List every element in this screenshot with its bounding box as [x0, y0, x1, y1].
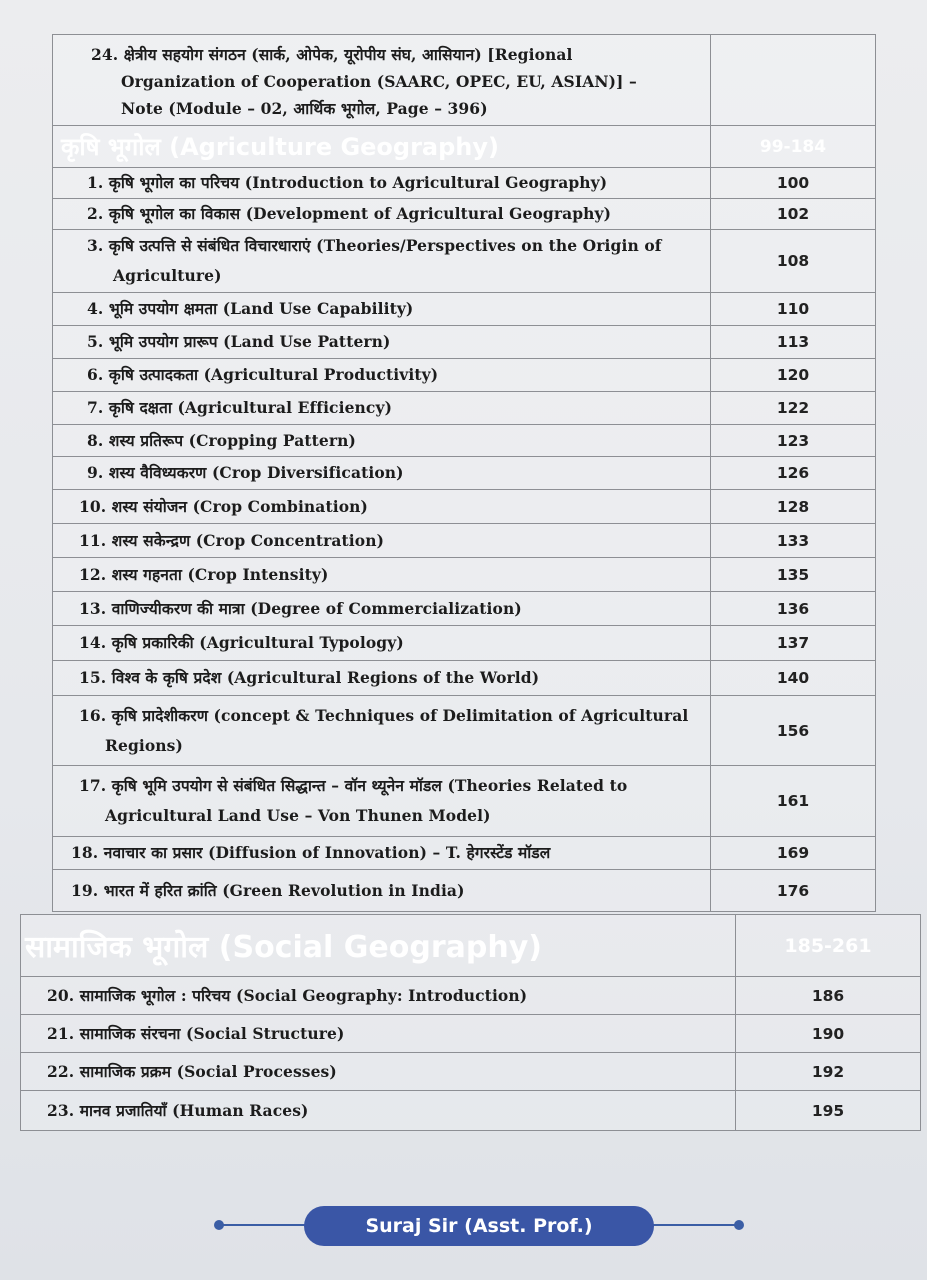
toc-row — [53, 626, 876, 661]
toc-topic-line — [71, 838, 710, 868]
toc-item-title: सामाजिक भूगोल : परिचय (Social Geography: Introduction) — [79, 985, 528, 1005]
footer-line-right — [648, 1224, 738, 1226]
toc-row — [53, 870, 876, 912]
section-page-range: 99-184 — [711, 126, 876, 168]
toc-row — [53, 766, 876, 837]
toc-topic-line — [87, 168, 710, 198]
toc-topic — [53, 490, 711, 524]
toc-row — [53, 230, 876, 293]
toc-page-number: 122 — [711, 392, 876, 425]
toc-topic — [53, 457, 711, 490]
toc-topic — [53, 230, 711, 293]
toc-page-number: 190 — [736, 1015, 921, 1053]
toc-page-number: 126 — [711, 457, 876, 490]
toc-item-number: 8. — [87, 430, 104, 450]
toc-item-number: 6. — [87, 365, 104, 384]
toc-item-title: कृषि भूगोल का परिचय (Introduction to Agricultural Geography) — [108, 173, 608, 192]
toc-topic-line — [79, 663, 710, 693]
toc-item-title-continued: Regions) — [105, 735, 183, 755]
toc-row — [53, 592, 876, 626]
toc-topic-line — [87, 360, 710, 390]
toc-topic — [53, 870, 711, 912]
toc-item-number: 9. — [87, 463, 104, 482]
toc-page-number: 195 — [736, 1091, 921, 1131]
toc-topic-line — [87, 294, 710, 324]
toc-topic — [21, 1015, 736, 1053]
toc-row — [53, 524, 876, 558]
toc-topic — [53, 326, 711, 359]
toc-page-number: 192 — [736, 1053, 921, 1091]
toc-item-number: 18. — [71, 843, 99, 862]
section-title: सामाजिक भूगोल (Social Geography) — [21, 915, 736, 977]
toc-topic — [53, 199, 711, 230]
toc-item-title: भूमि उपयोग प्रारूप (Land Use Pattern) — [108, 332, 391, 351]
toc-topic-line — [47, 981, 735, 1011]
toc-item-number: 16. — [79, 705, 107, 725]
toc-page-number: 136 — [711, 592, 876, 626]
toc-topic — [53, 626, 711, 661]
toc-item-title-continued: Agricultural Land Use – Von Thunen Model) — [105, 806, 491, 825]
toc-page-number: 102 — [711, 199, 876, 230]
toc-page-number: 108 — [711, 230, 876, 293]
toc-topic-line — [79, 594, 710, 624]
toc-item-title: विश्व के कृषि प्रदेश (Agricultural Regions of the World) — [111, 668, 540, 687]
toc-page-number: 113 — [711, 326, 876, 359]
toc-item-title: कृषि प्रकारिकी (Agricultural Typology) — [111, 633, 404, 652]
toc-item-number: 3. — [87, 236, 104, 255]
toc-page-number: 156 — [711, 696, 876, 766]
toc-item-number: 17. — [79, 776, 107, 795]
toc-page-number: 128 — [711, 490, 876, 524]
toc-topic-line — [87, 231, 710, 261]
toc-topic — [53, 696, 711, 766]
toc-topic-line — [79, 771, 710, 801]
toc-item-number: 11. — [79, 530, 107, 550]
toc-topic-line — [71, 876, 710, 906]
toc-item-title: भूमि उपयोग क्षमता (Land Use Capability) — [108, 299, 414, 318]
toc-topic-line — [79, 628, 710, 658]
toc-page-number: 123 — [711, 425, 876, 457]
toc-page-number: 137 — [711, 626, 876, 661]
toc-item-title: सामाजिक प्रक्रम (Social Processes) — [79, 1061, 337, 1081]
toc-item-number: 12. — [79, 564, 107, 584]
toc-item-title: शस्य गहनता (Crop Intensity) — [111, 564, 329, 584]
toc-topic — [53, 168, 711, 199]
toc-item-number: 13. — [79, 598, 107, 618]
toc-topic — [53, 425, 711, 457]
toc-topic-24: 24. क्षेत्रीय सहयोग संगठन (सार्क, ओपेक, यूरोपीय संघ, आसियान) [Regional Organization of Cooperation (SAARC, OPEC, EU, ASIAN)] – Note (Module – 02, आर्थिक भूगोल, Page – 396) — [53, 35, 711, 126]
toc-row — [53, 199, 876, 230]
toc-item-title: सामाजिक संरचना (Social Structure) — [79, 1023, 345, 1043]
toc-row — [53, 558, 876, 592]
toc-item-title: कृषि दक्षता (Agricultural Efficiency) — [108, 398, 392, 417]
author-footer — [214, 1206, 744, 1246]
toc-row — [53, 837, 876, 870]
toc-row — [53, 457, 876, 490]
toc-page-number: 140 — [711, 661, 876, 696]
footer-dot-right — [734, 1220, 744, 1230]
toc-row — [53, 661, 876, 696]
toc-topic-line — [87, 426, 710, 456]
toc-item-title: भारत में हरित क्रांति (Green Revolution in India) — [103, 880, 465, 900]
toc-table-agriculture — [52, 34, 876, 912]
toc-row — [21, 1015, 921, 1053]
toc-topic-line — [79, 526, 710, 556]
toc-row-24 — [53, 35, 876, 126]
toc-page-number: 133 — [711, 524, 876, 558]
toc-topic-line — [79, 701, 710, 731]
toc-topic — [21, 1091, 736, 1131]
toc-item-title-continued: Agriculture) — [113, 266, 222, 285]
section-title: कृषि भूगोल (Agriculture Geography) — [53, 126, 711, 168]
toc-topic-line — [47, 1096, 735, 1126]
toc-topic — [53, 558, 711, 592]
toc-topic — [53, 524, 711, 558]
toc-topic — [21, 1053, 736, 1091]
toc-row — [53, 490, 876, 524]
toc-item-title: शस्य संयोजन (Crop Combination) — [111, 496, 368, 516]
toc-topic-line — [79, 492, 710, 522]
toc-item-title: कृषि प्रादेशीकरण (concept & Techniques of Delimitation of Agricultural — [111, 705, 689, 725]
footer-line-left — [220, 1224, 310, 1226]
toc-topic — [53, 837, 711, 870]
toc-row — [21, 1053, 921, 1091]
toc-topic-line — [47, 1019, 735, 1049]
toc-item-number: 7. — [87, 398, 104, 417]
toc-page-number: 186 — [736, 977, 921, 1015]
section-header-social — [21, 915, 921, 977]
toc-row — [53, 168, 876, 199]
toc-item-title: मानव प्रजातियाँ (Human Races) — [79, 1100, 309, 1120]
toc-item-number: 14. — [79, 633, 107, 652]
toc-row — [53, 326, 876, 359]
toc-topic-line — [87, 327, 710, 357]
toc-topic — [53, 359, 711, 392]
toc-item-title: कृषि भूगोल का विकास (Development of Agricultural Geography) — [108, 204, 612, 223]
toc-page-number: 169 — [711, 837, 876, 870]
toc-page-number: 176 — [711, 870, 876, 912]
toc-row — [21, 977, 921, 1015]
toc-table-social — [20, 914, 921, 1131]
toc-item-title: शस्य वैविध्यकरण (Crop Diversification) — [108, 463, 404, 482]
toc-item-number: 23. — [47, 1100, 75, 1120]
toc-page-number: 120 — [711, 359, 876, 392]
toc-item-number: 19. — [71, 880, 99, 900]
toc-item-number: 22. — [47, 1061, 75, 1081]
toc-item-title: कृषि भूमि उपयोग से संबंधित सिद्धान्त – वॉन थ्यूनेन मॉडल (Theories Related to — [111, 776, 628, 795]
toc-item-number: 21. — [47, 1023, 75, 1043]
toc-topic — [53, 392, 711, 425]
toc-row — [53, 696, 876, 766]
toc-item-number: 5. — [87, 332, 104, 351]
toc-row — [53, 425, 876, 457]
section-page-range: 185-261 — [736, 915, 921, 977]
section-header-agriculture — [53, 126, 876, 168]
toc-item-number: 4. — [87, 299, 104, 318]
toc-topic — [53, 293, 711, 326]
toc-item-title: शस्य प्रतिरूप (Cropping Pattern) — [108, 430, 356, 450]
toc-row — [53, 392, 876, 425]
toc-topic — [53, 661, 711, 696]
toc-page-number: 110 — [711, 293, 876, 326]
toc-topic — [53, 766, 711, 837]
toc-topic-line — [87, 458, 710, 488]
toc-page-number: 100 — [711, 168, 876, 199]
toc-page-number: 161 — [711, 766, 876, 837]
toc-item-title: वाणिज्यीकरण की मात्रा (Degree of Commercialization) — [111, 598, 522, 618]
toc-topic — [21, 977, 736, 1015]
toc-topic-line — [87, 199, 710, 229]
toc-row — [21, 1091, 921, 1131]
toc-item-number: 20. — [47, 985, 75, 1005]
toc-row — [53, 293, 876, 326]
toc-item-number: 15. — [79, 668, 107, 687]
toc-row — [53, 359, 876, 392]
toc-page-number: 135 — [711, 558, 876, 592]
toc-item-title: शस्य सकेन्द्रण (Crop Concentration) — [111, 530, 385, 550]
toc-topic — [53, 592, 711, 626]
toc-item-title: कृषि उत्पादकता (Agricultural Productivity) — [108, 365, 439, 384]
toc-topic-line — [47, 1057, 735, 1087]
toc-item-number: 2. — [87, 204, 104, 223]
author-badge: Suraj Sir (Asst. Prof.) — [304, 1206, 654, 1246]
toc-page-24 — [711, 35, 876, 126]
toc-item-number: 10. — [79, 496, 107, 516]
toc-item-number: 1. — [87, 173, 104, 192]
toc-item-title: कृषि उत्पत्ति से संबंधित विचारधाराएं (Theories/Perspectives on the Origin of — [108, 236, 662, 255]
toc-topic-line — [79, 560, 710, 590]
toc-topic-line — [87, 393, 710, 423]
toc-item-title: नवाचार का प्रसार (Diffusion of Innovation) – T. हेगरस्टेंड मॉडल — [103, 843, 551, 862]
